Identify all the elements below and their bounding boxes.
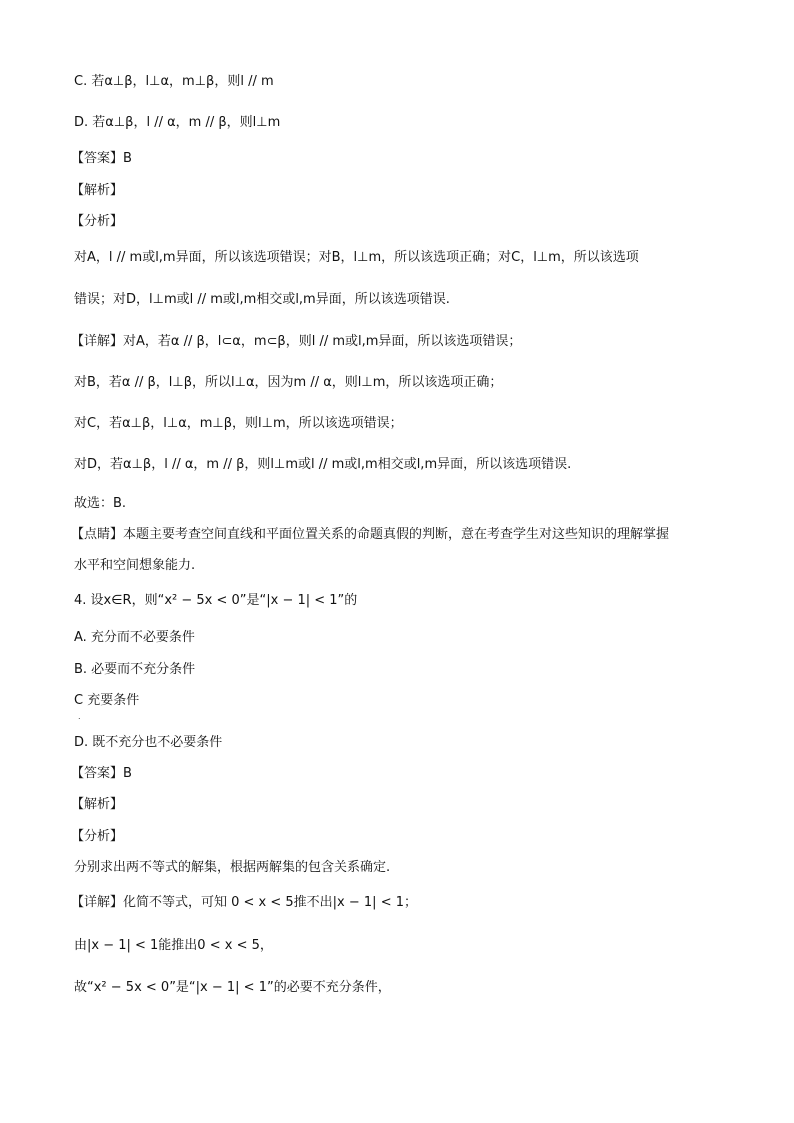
fenxi-label: 【分析】 — [71, 829, 124, 844]
fenxi-label-prev: 【分析】 — [71, 214, 124, 229]
detail-line-b: 对B，若α // β，l⊥β，所以l⊥α，因为m // α，则l⊥m，所以该选项正确； — [74, 375, 503, 390]
detail-line-2: 由|x − 1| < 1能推出0 < x < 5， — [74, 938, 273, 953]
comment-line-1: 【点睛】本题主要考查空间直线和平面位置关系的命题真假的判断，意在考查学生对这些知识的理解掌握 — [71, 527, 670, 542]
answer-label: 【答案】B — [71, 766, 132, 781]
detail-line-c: 对C，若α⊥β，l⊥α，m⊥β，则l⊥m，所以该选项错误； — [74, 416, 403, 431]
fenxi-text-line-2: 错误；对D，l⊥m或l // m或l,m相交或l,m异面，所以该选项错误. — [74, 292, 450, 307]
question-4-option-d: D. 既不充分也不必要条件 — [74, 735, 223, 750]
choice-result-prev: 故选：B. — [74, 496, 127, 511]
fenxi-text-line-1: 对A，l // m或l,m异面，所以该选项错误；对B，l⊥m，所以该选项正确；对C，l⊥m，所以该选项 — [74, 250, 639, 265]
detail-line-d: 对D，若α⊥β，l // α，m // β，则l⊥m或l // m或l,m相交或l,m异面，所以该选项错误. — [74, 457, 572, 472]
fenxi-text: 分别求出两不等式的解集，根据两解集的包含关系确定. — [74, 860, 391, 875]
comment-line-2: 水平和空间想象能力. — [74, 558, 196, 573]
option-c-prev: C. 若α⊥β，l⊥α，m⊥β，则l // m — [74, 74, 274, 89]
detail-line-a: 【详解】对A，若α // β，l⊂α，m⊂β，则l // m或l,m异面，所以该选项错误； — [71, 334, 522, 349]
stray-dot: . — [78, 712, 81, 721]
analysis-label-prev: 【解析】 — [71, 183, 124, 198]
answer-label-prev: 【答案】B — [71, 151, 132, 166]
option-d-prev: D. 若α⊥β，l // α，m // β，则l⊥m — [74, 115, 281, 130]
analysis-label: 【解析】 — [71, 797, 124, 812]
question-4-stem: 4. 设x∈R，则“x² − 5x < 0”是“|x − 1| < 1”的 — [74, 593, 358, 608]
question-4-option-c: C 充要条件 — [74, 693, 140, 708]
question-4-option-a: A. 充分而不必要条件 — [74, 630, 195, 645]
question-4-option-b: B. 必要而不充分条件 — [74, 662, 196, 677]
detail-line-3: 故“x² − 5x < 0”是“|x − 1| < 1”的必要不充分条件， — [74, 980, 391, 995]
detail-line-1: 【详解】化简不等式，可知 0 < x < 5推不出|x − 1| < 1； — [71, 895, 417, 910]
